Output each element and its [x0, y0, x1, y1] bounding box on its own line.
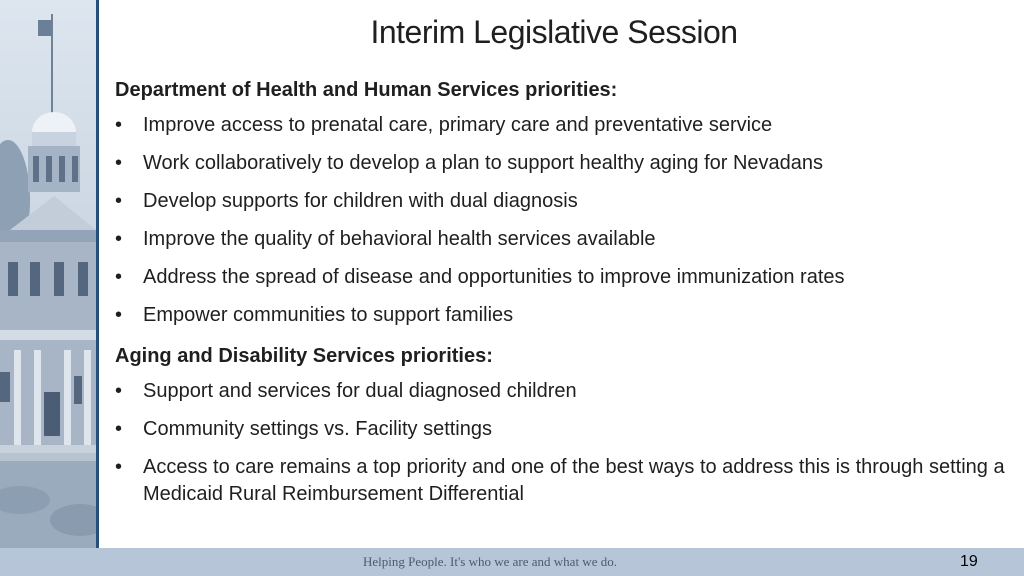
section-heading-ads: Aging and Disability Services priorities:	[115, 345, 493, 367]
bullet-icon: •	[115, 380, 123, 402]
section-heading-dhhs: Department of Health and Human Services priorities:	[115, 79, 618, 101]
bullet-icon: •	[115, 418, 123, 440]
bullet-icon: •	[115, 456, 123, 478]
list-item-text: Access to care remains a top priority and one of the best ways to address this is through setting a Medicaid Rural Reimbursement Differential	[143, 456, 1005, 505]
bullet-icon: •	[115, 304, 123, 326]
slide-title: Interim Legislative Session	[370, 14, 738, 50]
list-item-text: Empower communities to support families	[143, 304, 514, 326]
list-item-text: Improve access to prenatal care, primary care and preventative service	[143, 114, 773, 136]
list-item	[115, 302, 1005, 340]
list-item	[115, 378, 1005, 416]
page-number: 19	[960, 553, 978, 570]
side-border	[96, 0, 99, 548]
list-item-text: Improve the quality of behavioral health services available	[143, 228, 656, 250]
bullet-icon: •	[115, 190, 123, 212]
list-item-text: Support and services for dual diagnosed children	[143, 380, 577, 402]
list-item-text: Develop supports for children with dual diagnosis	[143, 190, 578, 212]
bullet-icon: •	[115, 114, 123, 136]
capitol-building-image	[0, 0, 96, 548]
list-item	[115, 150, 1005, 188]
slide-content	[115, 74, 1005, 508]
list-item	[115, 416, 1005, 454]
list-item-text: Community settings vs. Facility settings	[143, 418, 492, 440]
footer-tagline: Helping People. It's who we are and what we do.	[363, 554, 617, 569]
bullet-icon: •	[115, 152, 123, 174]
list-item-text: Work collaboratively to develop a plan to support healthy aging for Nevadans	[143, 152, 824, 174]
list-item	[115, 188, 1005, 226]
bullet-icon: •	[115, 228, 123, 250]
list-item	[115, 112, 1005, 150]
bullet-icon: •	[115, 266, 123, 288]
list-item	[115, 226, 1005, 264]
list-item-text: Address the spread of disease and opportunities to improve immunization rates	[143, 266, 845, 288]
list-item	[115, 264, 1005, 302]
list-item	[115, 454, 1005, 508]
footer-bar	[0, 548, 1024, 576]
